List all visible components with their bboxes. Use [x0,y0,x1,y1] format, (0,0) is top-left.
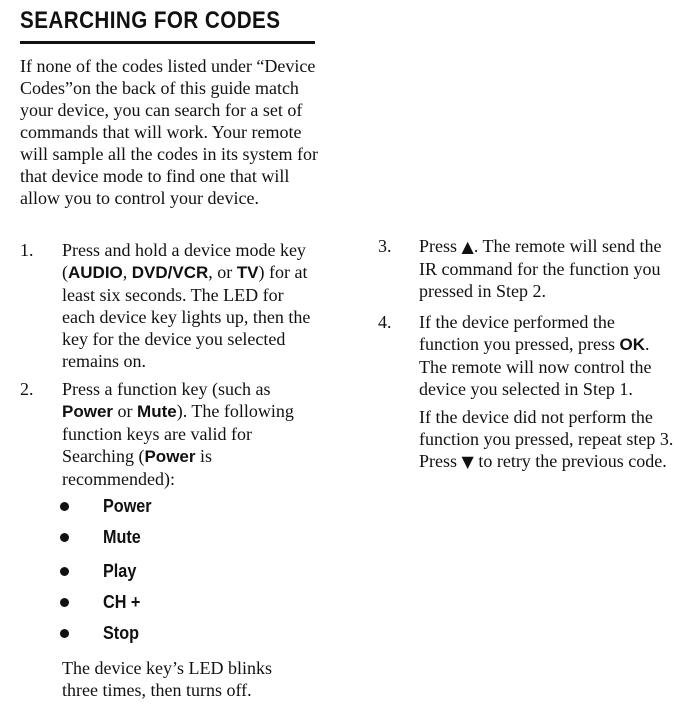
step-1-text-b: , [122,262,132,282]
step-1-text-d: ) for at least six seconds. The LED for each device key lights up, then the key for the device you selected remains on. [62,262,311,371]
step-2-text-c: ). The following function keys are valid for Searching ( [62,401,294,466]
step-1-text-a: Press and hold a device mode key ( [62,240,306,282]
audio-key-label: AUDIO [68,263,123,282]
step-3-number: 3. [378,236,392,256]
step-2-text-a: Press a function key (such as [62,379,271,399]
step-4-text-b: . The remote will now control the device you selected in Step 1. [419,334,652,399]
step-2-number: 2. [20,379,34,399]
step-4-followup [419,406,674,473]
title-rule [20,41,315,44]
step-1-number: 1. [20,240,34,260]
step-1-text-c: , or [208,262,237,282]
step-3-text-a: Press [419,236,462,256]
bullet-label: Play [103,561,137,581]
bullet-label: Stop [103,623,139,643]
step-2-text-b: or [113,401,138,421]
bullet-icon [60,502,69,511]
mute-key-label: Mute [137,402,177,421]
bullet-icon [60,598,69,607]
tv-key-label: TV [236,263,259,282]
step-3 [378,235,678,305]
step-2-text [62,378,307,490]
step-1 [20,239,320,369]
power-key-label: Power [62,402,114,421]
step-2-text-d: is recommended): [62,446,213,489]
step-4-number: 4. [378,312,392,332]
bullet-label: CH + [103,592,141,612]
step-4-text-a: If the device performed the function you pressed, press [419,312,620,354]
bullet-icon [60,533,69,542]
down-arrow-icon: ▼ [461,452,474,471]
step-4-followup-b: to retry the previous code. [473,451,667,471]
step-2-followup: The device key’s LED blinks three times, then turns off. [62,658,272,700]
bullet-label: Power [103,496,152,516]
step-4-followup-a: If the device did not perform the function you pressed, repeat step 3. Press [419,407,674,471]
step-3-text-b: . The remote will send the IR command for the function you pressed in Step 2. [419,236,662,301]
step-1-text [62,239,316,372]
up-arrow-icon: ▲ [461,237,474,256]
bullet-icon [60,629,69,638]
section-title: SEARCHING FOR CODES [20,7,281,34]
step-3-text [419,235,674,302]
step-4 [378,311,678,401]
bullet-icon [60,567,69,576]
step-2 [20,378,320,488]
bullet-label: Mute [103,527,141,547]
dvd-vcr-key-label: DVD/VCR [131,263,209,282]
intro-paragraph: If none of the codes listed under “Device Codes”on the back of this guide match your device, you can search for a set of commands that will work. Your remote will sample all the codes in its system for that device mode to find one that will allow you to control your device. [20,56,318,208]
step-4-text [419,311,674,400]
power-key-label-recommended: Power [144,447,196,466]
ok-key-label: OK [619,335,645,354]
